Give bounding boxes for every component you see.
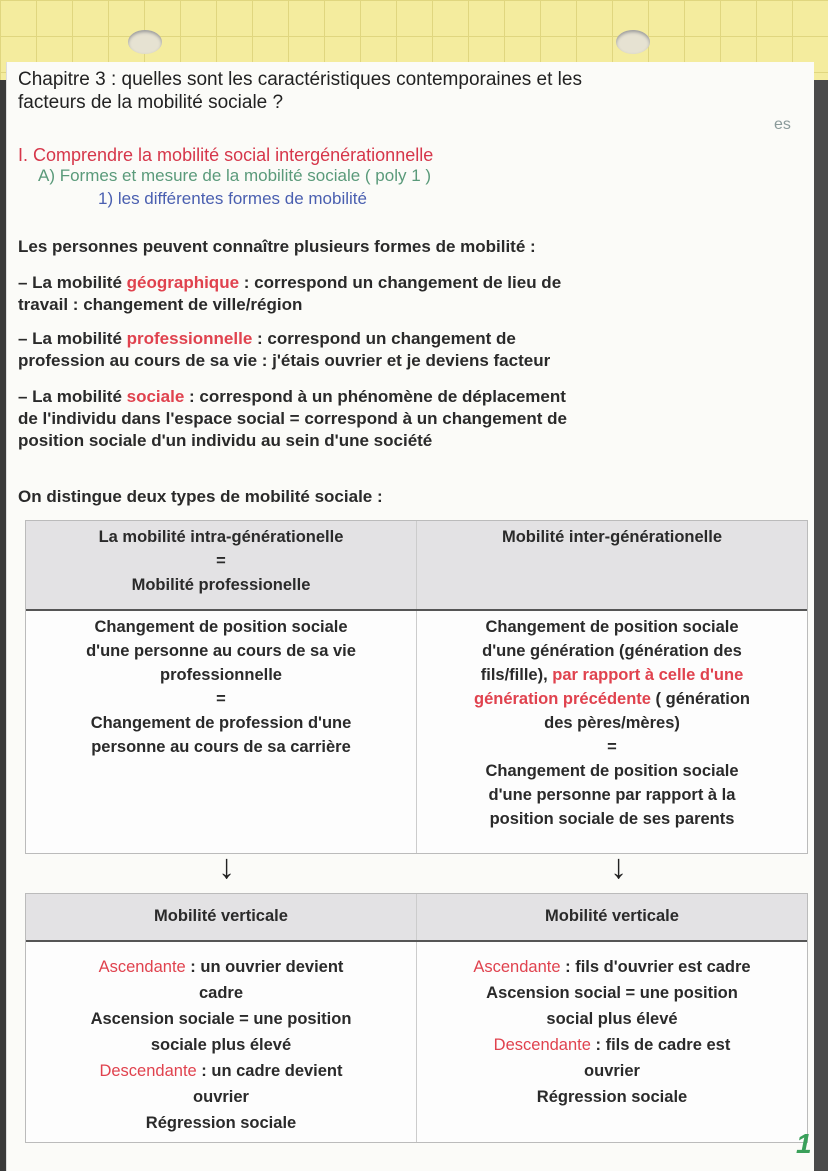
down-arrow-icon: ↓: [218, 848, 235, 886]
subsection-heading: A) Formes et mesure de la mobilité sociale ( poly 1 ): [38, 166, 432, 185]
punch-hole: [616, 30, 650, 54]
vertical-right-body: Ascendante : fils d'ouvrier est cadre Ascension social = une position social plus élevé Descendante : fils de cadre est ouvrier Régression sociale: [416, 942, 807, 1142]
section-heading: I. Comprendre la mobilité social intergénérationnelle: [18, 145, 434, 165]
form-professionnelle: – La mobilité professionnelle : correspond un changement de profession au cours de sa vie : j'étais ouvrier et je deviens facteur: [18, 329, 551, 370]
page-number: 1: [796, 1128, 812, 1159]
form-sociale: – La mobilité sociale : correspond à un phénomène de déplacement de l'individu dans l'espace social = correspond à un changement de position sociale d'un individu au sein d'une société: [18, 387, 567, 450]
down-arrow-icon: ↓: [610, 848, 627, 886]
background-edge: [814, 80, 828, 1171]
chapter-title: Chapitre 3 : quelles sont les caractéristiques contemporaines et les facteurs de la mobilité sociale ?: [18, 69, 582, 113]
header-inter: Mobilité inter-générationelle: [416, 521, 807, 609]
header-vertical-right: Mobilité verticale: [416, 894, 807, 940]
vertical-left-body: Ascendante : un ouvrier devient cadre Ascension sociale = une position sociale plus élevé Descendante : un cadre devient ouvrier Régression sociale: [90, 958, 352, 1132]
vertical-mobility-table: [25, 893, 808, 1143]
types-intro: On distingue deux types de mobilité sociale :: [18, 487, 383, 506]
corner-text: es: [774, 116, 791, 133]
intro-text: Les personnes peuvent connaître plusieurs formes de mobilité :: [18, 237, 536, 256]
body-inter: Changement de position sociale d'une génération (génération des fils/fille), par rapport à celle d'une génération précédente ( génération des pères/mères) = Changement de position sociale d'une personne par rapport à la position sociale de ses parents: [416, 611, 807, 853]
sub-subsection-heading: 1) les différentes formes de mobilité: [98, 189, 367, 208]
punch-hole: [128, 30, 162, 54]
form-geographique: – La mobilité géographique : correspond un changement de lieu de travail : changement de ville/région: [18, 273, 562, 314]
header-intra: La mobilité intra-générationelle = Mobilité professionelle: [98, 528, 344, 594]
mobility-types-table: [25, 520, 808, 854]
body-intra: Changement de position sociale d'une personne au cours de sa vie professionnelle = Changement de profession d'une personne au cours de sa carrière: [86, 618, 356, 756]
header-vertical-left: Mobilité verticale: [154, 907, 288, 925]
